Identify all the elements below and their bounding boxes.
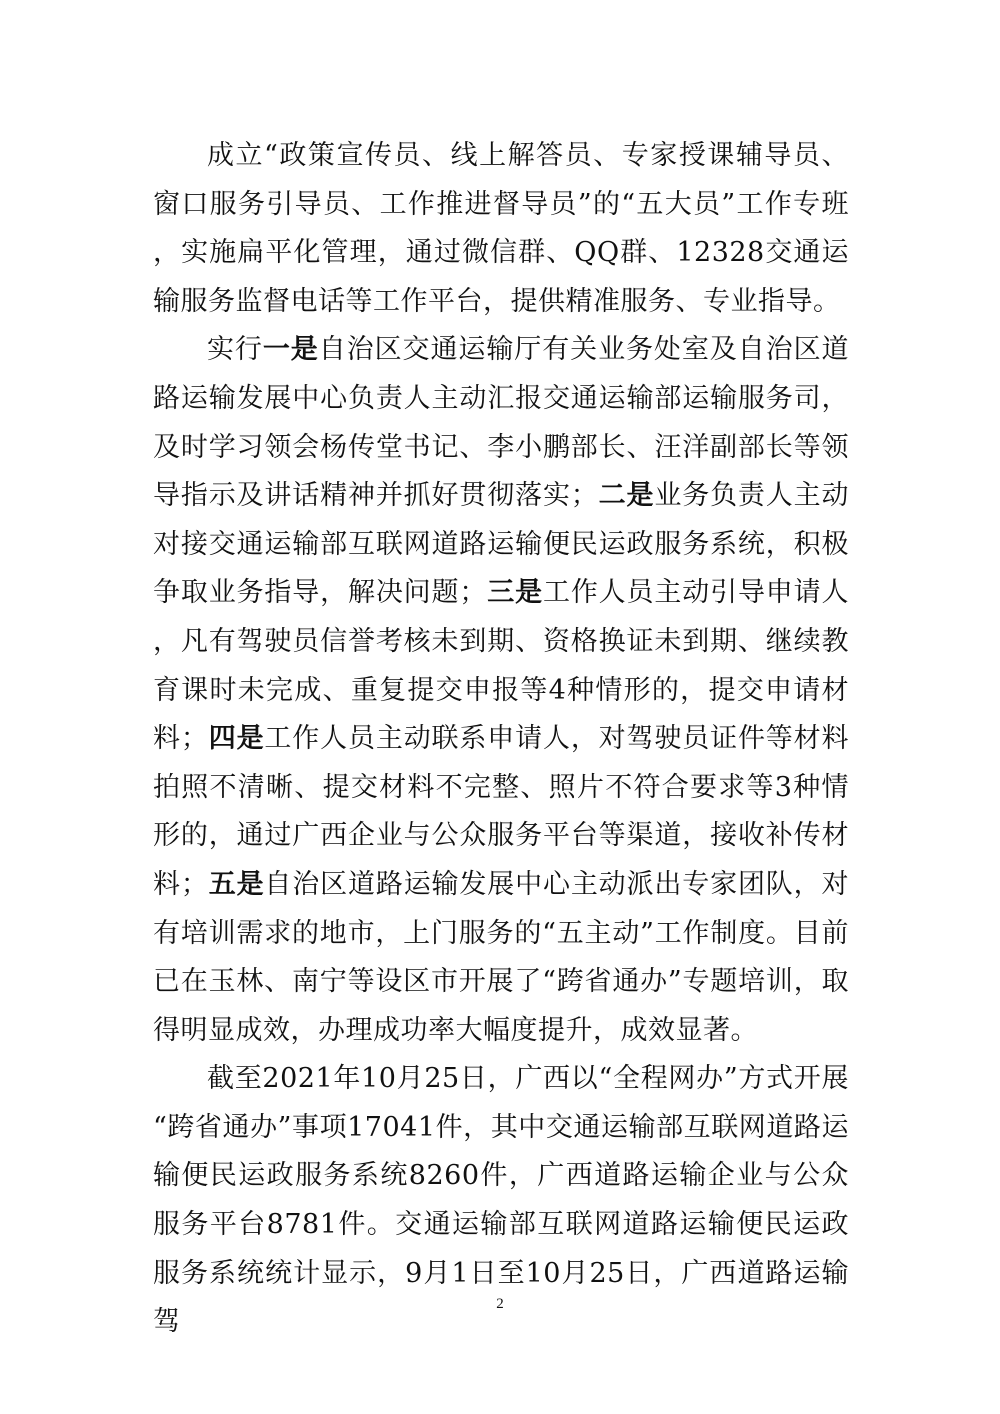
paragraph-text: 自治区交通运输厅有关业务处室及自治区道路运输发展中心负责人主动汇报交通运输部运输服务司，及时学习领会杨传堂书记、李小鹏部长、汪洋副部长等领导指示及讲话精神并抓好贯彻落实；	[153, 334, 850, 512]
paragraph-text: 工作人员主动引导申请人，凡有驾驶员信誉考核未到期、资格换证未到期、继续教育课时未完成、重复提交申报等4种情形的，提交申请材料；	[153, 577, 850, 755]
document-body	[153, 132, 849, 1347]
paragraph-five-initiatives	[153, 326, 849, 1055]
paragraph-text: 实行	[207, 334, 263, 366]
paragraph-text: 截至2021年10月25日，广西以“全程网办”方式开展“跨省通办”事项17041件，其中交通运输部互联网道路运输便民运政服务系统8260件，广西道路运输企业与公众服务平台8781件。交通运输部互联网道路运输便民运政服务系统统计显示，9月1日至10月25日，广西道路运输驾	[153, 1063, 849, 1338]
paragraph-text: 成立“政策宣传员、线上解答员、专家授课辅导员、窗口服务引导员、工作推进督导员”的“五大员”工作专班，实施扁平化管理，通过微信群、QQ群、12328交通运输服务监督电话等工作平台，提供精准服务、专业指导。	[153, 140, 849, 317]
paragraph-text: 工作人员主动联系申请人，对驾驶员证件等材料拍照不清晰、提交材料不完整、照片不符合要求等3种情形的，通过广西企业与公众服务平台等渠道，接收补传材料；	[153, 723, 850, 900]
paragraph-text: 自治区道路运输发展中心主动派出专家团队，对有培训需求的地市，上门服务的“五主动”工作制度。目前已在玉林、南宁等设区市开展了“跨省通办”专题培训，取得明显成效，办理成功率大幅度提升，成效显著。	[153, 868, 850, 1046]
paragraph-text: 业务负责人主动对接交通运输部互联网道路运输便民运政服务系统，积极争取业务指导，解决问题；	[153, 480, 849, 609]
page-number: 2	[496, 1296, 504, 1312]
bold-marker-fifth: 五是	[208, 868, 265, 900]
bold-marker-third: 三是	[486, 577, 543, 609]
bold-marker-fourth: 四是	[208, 723, 265, 755]
bold-marker-second: 二是	[598, 480, 655, 512]
bold-marker-first: 一是	[262, 334, 319, 366]
paragraph-work-team	[153, 132, 849, 326]
